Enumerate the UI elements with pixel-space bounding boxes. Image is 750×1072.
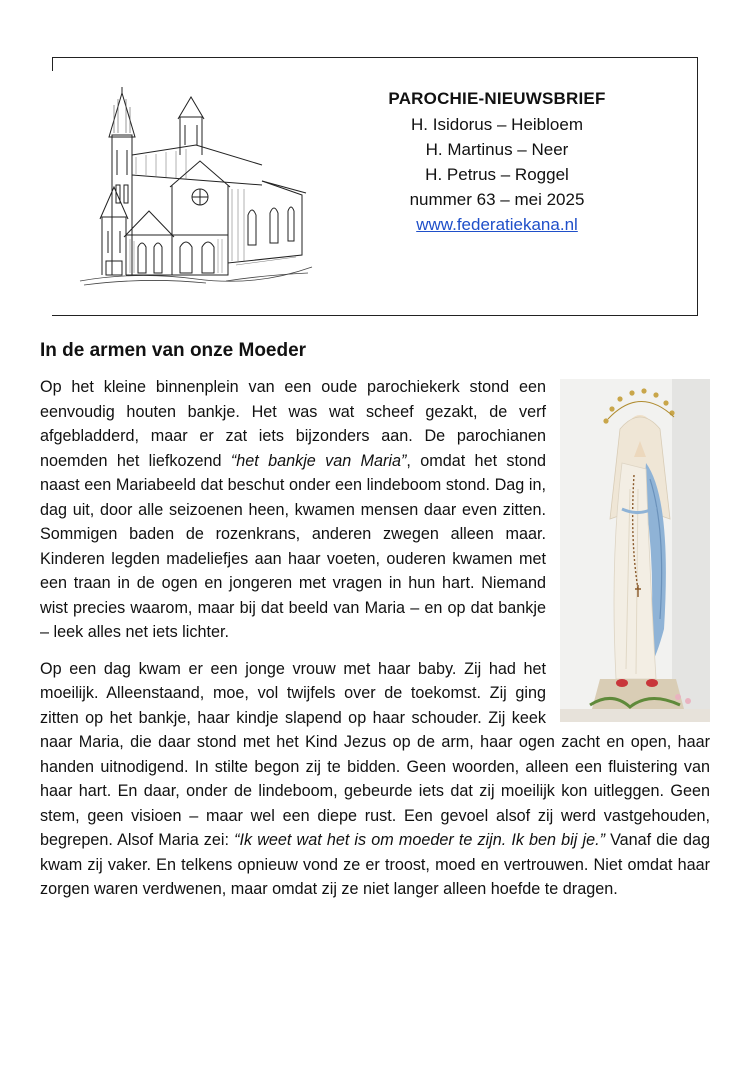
paragraph-2-quote: “Ik weet wat het is om moeder te zijn. Ik ben bij je.” (234, 831, 605, 849)
masthead-border-bottom (52, 315, 698, 316)
issue-number: nummer 63 – mei 2025 (409, 190, 585, 209)
masthead-border-right (697, 57, 698, 316)
church-drawing (76, 85, 316, 295)
masthead-border-left (52, 57, 53, 71)
masthead-box (52, 57, 698, 316)
article-body (40, 375, 710, 914)
paragraph-1-text-a: Op het kleine binnenplein van een oude parochiekerk stond een eenvoudig houten bankje. Het was wat scheef gezakt, de verf afgebladderd, maar er zat iets bijzonders aan. De parochianen noemden het liefkozend (40, 378, 546, 470)
mary-statue-photo (560, 379, 710, 722)
website-link[interactable]: www.federatiekana.nl (416, 215, 578, 234)
article-title: In de armen van onze Moeder (40, 340, 307, 361)
paragraph-1-quote: “het bankje van Maria” (230, 451, 407, 470)
parish-heibloem: H. Isidorus – Heibloem (411, 115, 583, 134)
paragraph-2-text-a: Op een dag kwam er een jonge vrouw met haar baby. Zij had het moeilijk. Alleenstaand, moe, vol twijfels over de toekomst. Zij ging zitten op het bankje, haar kindje slapend op haar schouder. Zij keek naar Maria, die daar stond met het Kind Jezus op de arm, haar ogen zacht en open, haar handen uitnodigend. In stilte begon zij te bidden. Geen woorden, alleen een fluistering van haar hart. En daar, onder de lindeboom, gebeurde iets dat zij moeilijk kon uitleggen. Geen stem, geen visioen – maar wel een diepe rust. Een gevoel alsof zij werd vastgehouden, begrepen. Alsof Maria zei: (40, 659, 710, 849)
parish-roggel: H. Petrus – Roggel (425, 165, 569, 184)
masthead-border-top (52, 57, 698, 58)
newsletter-title: PAROCHIE-NIEUWSBRIEF (388, 89, 606, 108)
parish-neer: H. Martinus – Neer (425, 140, 569, 159)
paragraph-1-text-b: , omdat het stond naast een Mariabeeld dat beschut onder een lindeboom stond. Dag in, dag uit, door alle seizoenen heen, kwamen mensen daar even zitten. Sommigen baden de rozenkrans, anderen zwegen alleen maar. Kinderen legden madeliefjes aan haar voeten, ouderen kwamen met een traan in de ogen en jongeren met vragen in hun hart. Niemand wist precies waarom, maar bij dat beeld van Maria – en op dat bankje – leek alles net iets lichter. (40, 451, 546, 641)
paragraph-2-text-b: Vanaf die dag kwam zij vaker. En telkens opnieuw vond ze er troost, moed en vertrouwen. Niet omdat haar zorgen waren verdwenen, maar omdat zij ze niet langer alleen hoefde te dragen. (40, 831, 711, 898)
masthead-text (352, 89, 642, 237)
